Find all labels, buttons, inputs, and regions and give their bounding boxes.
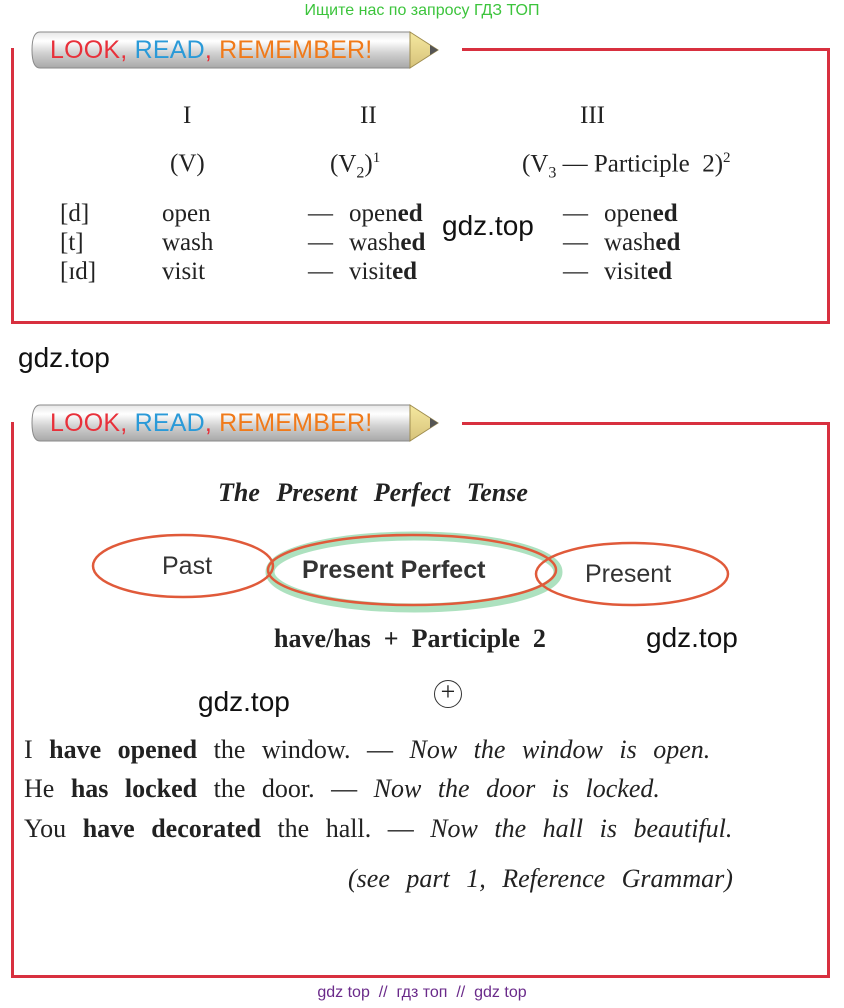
verb-form-iii: opened (604, 200, 678, 227)
present-label: Present (585, 560, 672, 588)
watermark-3: gdz.top (646, 622, 738, 653)
tense-title: The Present Perfect Tense (218, 478, 528, 507)
header-ii: II (360, 102, 377, 129)
verb-base: open (162, 200, 211, 227)
sound-label: [t] (60, 229, 84, 256)
header-iii: III (580, 102, 605, 129)
verb-base: wash (162, 229, 214, 256)
banner-title-1: LOOK, READ, REMEMBER! (50, 36, 373, 64)
verb-base: visit (162, 258, 206, 285)
example-sentence: You have decorated the hall. — Now the hall is beautiful. (24, 814, 733, 843)
banner-read: READ (134, 36, 205, 64)
sub-header-v3: ($V_3$ — Participle 2)$^2$ (522, 150, 731, 182)
verb-form-ii: visited (349, 258, 418, 285)
reference-note: (see part 1, Reference Grammar) (348, 864, 733, 893)
sound-label: [d] (60, 200, 90, 227)
sub-header-v2: $(V_2)^1$ (330, 150, 381, 182)
watermark-2: gdz.top (18, 342, 110, 373)
plus-circle-icon: + (434, 680, 462, 708)
dash: — (308, 258, 333, 285)
dash: — (563, 200, 588, 227)
example-sentence: I have opened the window. — Now the window is open. (24, 735, 711, 764)
sub-header-v: (V) (170, 150, 205, 177)
watermark-1: gdz.top (442, 210, 534, 241)
banner-remember: REMEMBER! (219, 36, 373, 64)
verb-form-iii: washed (604, 229, 681, 256)
top-search-link[interactable]: Ищите нас по запросу ГДЗ ТОП (304, 2, 540, 19)
verb-form-ii: opened (349, 200, 423, 227)
bottom-links[interactable]: gdz top // гдз топ // gdz top (317, 984, 527, 1001)
banner-look: LOOK (50, 36, 121, 64)
header-i: I (183, 102, 192, 129)
banner-title-2: LOOK, READ, REMEMBER! (50, 409, 373, 437)
banner-remember: REMEMBER! (219, 409, 373, 437)
present-perfect-label: Present Perfect (302, 556, 486, 584)
dash: — (563, 258, 588, 285)
example-sentence: He has locked the door. — Now the door is locked. (24, 774, 660, 803)
verb-form-iii: visited (604, 258, 673, 285)
dash: — (308, 200, 333, 227)
verb-form-ii: washed (349, 229, 426, 256)
past-label: Past (162, 552, 213, 580)
verbs-box-left-top (11, 74, 14, 75)
banner-look: LOOK (50, 409, 121, 437)
sound-label: [ɪd] (60, 258, 97, 285)
verbs-box-top-border (462, 48, 830, 51)
dash: — (308, 229, 333, 256)
banner-read: READ (134, 409, 205, 437)
watermark-4: gdz.top (198, 686, 290, 717)
formula: have/has + Participle 2 (274, 624, 546, 653)
verbs-box-frame (11, 48, 830, 324)
dash: — (563, 229, 588, 256)
tense-box-top-border (462, 422, 830, 425)
